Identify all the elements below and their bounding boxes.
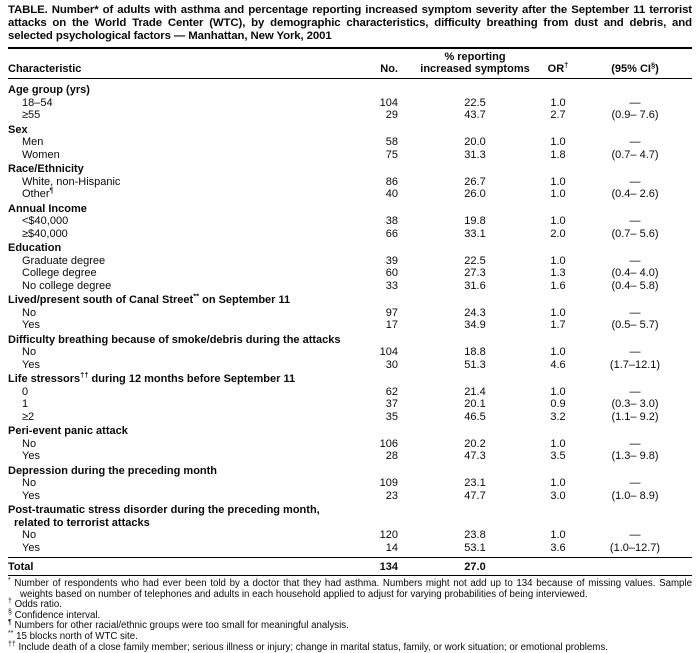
table-row	[8, 477, 692, 490]
cell-characteristic: No	[22, 346, 37, 358]
cell-no: 38	[385, 215, 398, 227]
col-no: No.	[380, 63, 398, 75]
cell-no: 106	[379, 437, 398, 450]
cell-no: 14	[385, 541, 398, 554]
table-row	[8, 228, 692, 241]
cell-characteristic: Men	[22, 136, 44, 148]
table-row	[8, 398, 692, 411]
cell-no: 23	[385, 489, 398, 502]
cell-or: 1.6	[550, 279, 566, 292]
table-row	[8, 307, 692, 320]
cell-pct: 20.0	[464, 136, 486, 148]
section-header-label: Depression during the preceding month	[8, 464, 218, 477]
col-characteristic: Characteristic	[8, 63, 82, 75]
footnote-marker: *	[8, 576, 11, 584]
cell-pct: 21.4	[464, 385, 486, 398]
cell-pct: 31.6	[464, 279, 486, 292]
cell-no: 62	[385, 385, 398, 398]
table-body	[8, 79, 692, 557]
table-row	[8, 542, 692, 555]
cell-ci: (1.0–12.7)	[609, 541, 661, 554]
cell-ci: (0.5– 5.7)	[611, 319, 659, 331]
section-header-row	[8, 425, 692, 438]
section-header-row	[8, 291, 692, 307]
cell-characteristic: No	[22, 477, 37, 489]
cell-or: 1.0	[550, 385, 566, 398]
cell-or: 3.2	[550, 410, 566, 423]
cell-no: 40	[385, 188, 398, 200]
cell-pct: 19.8	[464, 215, 486, 227]
cell-or: 2.0	[550, 227, 566, 240]
cell-no: 30	[385, 358, 398, 371]
cell-pct: 47.3	[464, 450, 486, 462]
cell-pct: 22.5	[464, 254, 486, 267]
cell-or: 1.0	[550, 136, 566, 148]
cell-pct: 47.7	[464, 489, 486, 502]
cell-or: 1.0	[550, 477, 566, 489]
section-header-label: Age group (yrs)	[8, 84, 90, 96]
cell-characteristic: No	[22, 529, 37, 541]
cell-or: 1.0	[550, 96, 566, 109]
section-header-label: Education	[8, 242, 62, 254]
table-row	[8, 255, 692, 268]
title-divider	[8, 47, 692, 49]
cell-or: 1.0	[550, 437, 566, 450]
cell-characteristic: ≥2	[22, 410, 35, 423]
cell-or: 1.0	[550, 346, 566, 358]
table-row	[8, 319, 692, 332]
cell-characteristic: 18–54	[22, 96, 53, 109]
footnote: § Confidence interval.	[8, 608, 101, 621]
cell-ci: —	[629, 215, 641, 227]
table-row	[8, 280, 692, 293]
table-row	[8, 438, 692, 451]
section-header-label: Difficulty breathing because of smoke/debris during the attacks	[8, 333, 341, 346]
cell-or: 0.9	[550, 398, 566, 410]
cell-ci: —	[629, 136, 641, 148]
table-row	[8, 359, 692, 372]
cell-or: 1.3	[550, 267, 566, 279]
total-pct: 27.0	[464, 560, 486, 573]
table-row	[8, 386, 692, 399]
cell-ci: (0.4– 2.6)	[611, 188, 659, 200]
cell-or: 2.7	[550, 109, 566, 121]
section-header-label: Peri-event panic attack	[8, 425, 128, 437]
footnote: ** 15 blocks north of WTC site.	[8, 629, 138, 642]
section-header-row	[8, 504, 692, 529]
cell-characteristic: ≥$40,000	[22, 227, 68, 240]
cell-ci: (1.0– 8.9)	[611, 489, 659, 502]
cell-characteristic: Graduate degree	[22, 254, 106, 267]
cell-ci: —	[629, 175, 641, 188]
table-row	[8, 109, 692, 122]
cell-or: 1.0	[550, 188, 566, 200]
table-row	[8, 346, 692, 359]
cell-ci: (1.1– 9.2)	[611, 410, 659, 423]
cell-characteristic: Yes	[22, 489, 40, 502]
cell-pct: 43.7	[464, 109, 486, 121]
section-header-row	[8, 124, 692, 137]
cell-no: 37	[385, 398, 398, 410]
section-header-row	[8, 84, 692, 97]
table-title: TABLE. Number* of adults with asthma and percentage reporting increased symptom severity after the September 11 terrorist attacks on the World Trade Center (WTC), by demographic characteristics, difficulty breathing from dust and debris, and selected psychological factors — Manhattan, New York, 2001	[8, 4, 692, 42]
cell-no: 28	[385, 450, 398, 462]
section-header-row	[8, 163, 692, 176]
section-header-label: Lived/present south of Canal Street** on September 11	[8, 291, 291, 306]
cell-no: 120	[379, 529, 398, 541]
section-header-label: Life stressors†† during 12 months before September 11	[8, 370, 296, 385]
cell-characteristic: Yes	[22, 541, 40, 554]
cell-no: 39	[385, 254, 398, 267]
cell-no: 86	[385, 175, 398, 188]
col-pct-line1: % reporting	[444, 51, 506, 63]
cell-ci: (0.7– 4.7)	[611, 148, 659, 161]
footnote: †† Include death of a close family member; serious illness or injury; change in marital status, family, or work situation; or emotional problems.	[8, 640, 608, 653]
cell-characteristic: Yes	[22, 358, 40, 371]
cell-characteristic: Women	[22, 148, 60, 161]
footnote-marker: ¶	[8, 619, 12, 627]
cell-or: 3.6	[550, 541, 566, 554]
cell-no: 60	[385, 267, 398, 279]
table-row	[8, 450, 692, 463]
footnote: * Number of respondents who had ever been told by a doctor that they had asthma. Numbers might not add up to 134 because of missing values. Sample weights based on number of telephones and adults in each household applied to adjust for varying probabilities of being interviewed.	[8, 576, 692, 600]
table-row	[8, 529, 692, 542]
section-header-label: Annual Income	[8, 202, 87, 215]
header-row-1	[8, 52, 692, 63]
cell-or: 3.5	[550, 450, 566, 462]
cell-no: 33	[385, 279, 398, 292]
cell-ci: —	[629, 385, 641, 398]
footnote-marker: ††	[80, 370, 89, 380]
table-row	[8, 215, 692, 228]
cell-pct: 26.7	[464, 175, 486, 188]
section-header-row	[8, 465, 692, 478]
cell-or: 1.0	[550, 175, 566, 188]
cell-characteristic: 0	[22, 385, 29, 398]
cell-ci: —	[629, 477, 641, 489]
cell-ci: (0.7– 5.6)	[611, 227, 659, 240]
table-row	[8, 136, 692, 149]
footnote-marker: §	[8, 608, 12, 616]
cell-characteristic: Yes	[22, 319, 40, 331]
cell-or: 1.0	[550, 254, 566, 267]
cell-characteristic: No	[22, 437, 37, 450]
cell-no: 75	[385, 148, 398, 161]
cell-ci: (0.3– 3.0)	[611, 398, 659, 410]
cell-characteristic: Other¶	[22, 185, 54, 200]
table-row	[8, 185, 692, 201]
cell-pct: 33.1	[464, 227, 486, 240]
cell-pct: 18.8	[464, 346, 486, 358]
cell-characteristic: <$40,000	[22, 215, 69, 227]
cell-ci: (1.7–12.1)	[609, 358, 661, 371]
cell-pct: 23.1	[464, 477, 486, 489]
cell-pct: 34.9	[464, 319, 486, 331]
cell-no: 35	[385, 410, 398, 423]
cell-ci: (0.9– 7.6)	[611, 109, 659, 121]
footnote-marker: †	[564, 60, 569, 70]
cell-characteristic: White, non-Hispanic	[22, 175, 121, 188]
cell-ci: —	[629, 346, 641, 358]
cell-ci: (0.4– 4.0)	[611, 267, 659, 279]
total-label: Total	[8, 560, 34, 573]
table-row	[8, 176, 692, 189]
cell-ci: —	[629, 306, 641, 319]
cell-or: 1.0	[550, 306, 566, 319]
header-row-2	[8, 60, 692, 76]
table-row	[8, 490, 692, 503]
cell-pct: 22.5	[464, 96, 486, 109]
cell-ci: (0.4– 5.8)	[611, 279, 659, 292]
cell-characteristic: No college degree	[22, 279, 112, 292]
cell-characteristic: Yes	[22, 450, 40, 462]
total-no: 134	[379, 560, 398, 573]
cell-no: 104	[379, 96, 398, 109]
col-pct-line2: increased symptoms	[420, 63, 530, 75]
cell-no: 17	[385, 319, 398, 331]
cell-pct: 24.3	[464, 306, 486, 319]
cell-no: 104	[379, 346, 398, 358]
footnote-marker: ††	[8, 640, 16, 648]
cell-pct: 23.8	[464, 529, 486, 541]
cell-ci: —	[629, 254, 641, 267]
table-row	[8, 411, 692, 424]
table-row	[8, 149, 692, 162]
section-header-row	[8, 203, 692, 216]
cell-pct: 20.2	[464, 437, 486, 450]
cell-no: 97	[385, 306, 398, 319]
section-header-label: Sex	[8, 123, 28, 136]
cell-pct: 26.0	[464, 188, 486, 200]
cell-or: 1.8	[550, 148, 566, 161]
table-row	[8, 267, 692, 280]
footnote-marker: ¶	[49, 185, 54, 195]
cell-no: 66	[385, 227, 398, 240]
footnotes	[8, 576, 692, 653]
section-header-line2: related to terrorist attacks	[14, 516, 150, 529]
section-header-label: Race/Ethnicity	[8, 163, 84, 175]
footnote-marker: **	[8, 629, 14, 637]
cell-pct: 20.1	[464, 398, 486, 410]
footnote: † Odds ratio.	[8, 597, 62, 611]
cell-or: 4.6	[550, 358, 566, 371]
cell-pct: 27.3	[464, 267, 486, 279]
cell-no: 109	[379, 477, 398, 489]
cell-ci: —	[629, 437, 641, 450]
footnote-marker: **	[193, 291, 200, 301]
cell-ci: —	[629, 529, 641, 541]
col-ci: (95% CI§)	[611, 60, 659, 75]
cell-no: 58	[385, 136, 398, 148]
cell-pct: 53.1	[464, 541, 486, 554]
section-header-row	[8, 370, 692, 386]
footnote: ¶ Numbers for other racial/ethnic groups were too small for meaningful analysis.	[8, 619, 349, 632]
col-or: OR†	[547, 60, 569, 75]
cell-or: 1.7	[550, 319, 566, 331]
cell-pct: 46.5	[464, 410, 486, 423]
cell-characteristic: ≥55	[22, 109, 41, 121]
section-header-row	[8, 334, 692, 347]
cell-pct: 51.3	[464, 358, 486, 371]
table-header	[8, 52, 692, 76]
total-row	[8, 558, 692, 575]
footnote-marker: §	[650, 60, 656, 70]
cell-no: 29	[385, 109, 398, 121]
section-header-row	[8, 242, 692, 255]
table-row	[8, 97, 692, 110]
cell-ci: (1.3– 9.8)	[611, 450, 659, 462]
cell-characteristic: No	[22, 306, 37, 319]
footnote-marker: †	[8, 597, 12, 605]
section-header-label: Post-traumatic stress disorder during the preceding month, related to terrorist attacks	[8, 504, 692, 529]
cell-or: 1.0	[550, 215, 566, 227]
cell-characteristic: 1	[22, 398, 29, 410]
cell-pct: 31.3	[464, 148, 486, 161]
cell-or: 3.0	[550, 489, 566, 502]
cell-ci: —	[629, 96, 641, 109]
cell-or: 1.0	[550, 529, 566, 541]
cell-characteristic: College degree	[22, 267, 97, 279]
